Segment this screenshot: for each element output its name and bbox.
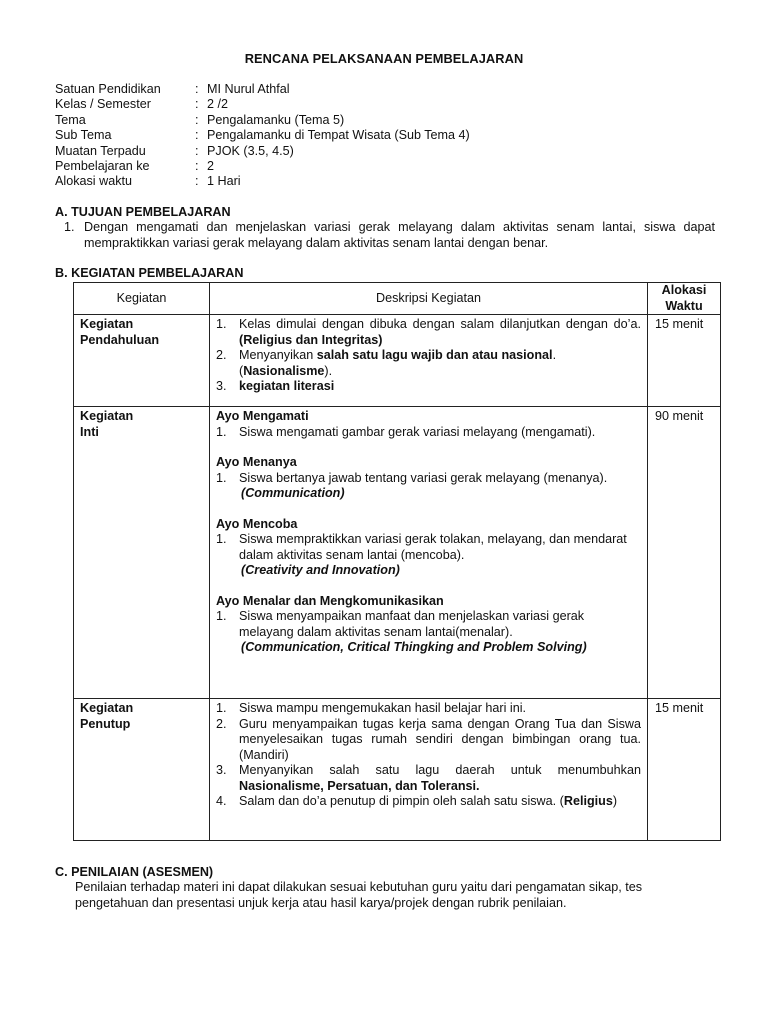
identity-row [55,174,470,189]
table-row [74,699,721,841]
activity-heading: Ayo Menalar dan Mengkomunikasikan [216,593,444,608]
list-number: 2. [216,716,227,731]
list-number: 4. [216,794,227,808]
identity-row [55,144,470,159]
list-text: Siswa menyampaikan manfaat dan menjelaskan variasi gerak melayang dalam aktivitas senam lantai(menalar). (Communication, Critical Thingking and Problem Solving) [239,609,641,656]
table-row [74,315,721,407]
value-tag: (Creativity and Innovation) [241,563,400,577]
value-tag: (Communication) [241,486,345,500]
list-number: 1. [216,701,227,715]
identity-colon: : [195,112,199,127]
identity-label: Kelas / Semester [55,97,151,112]
list-item [216,425,641,441]
list-text: kegiatan literasi [239,379,335,393]
list-number: 1. [64,220,75,234]
list-item [216,701,641,717]
list-item [216,763,641,794]
identity-value: PJOK (3.5, 4.5) [207,143,294,158]
list-text: Siswa mempraktikkan variasi gerak tolakan, melayang, dan mendarat dalam aktivitas senam lantai (mencoba). (Creativity and Innovation) [239,532,641,579]
activity-block [216,517,641,579]
identity-value: 2 [207,158,215,173]
list-item [216,379,641,395]
identity-value: MI Nurul Athfal [207,82,290,96]
list-item [216,794,641,810]
activity-block [216,594,641,656]
list-text: Siswa mengamati gambar gerak variasi melayang (mengamati). [239,424,596,439]
list-text: Kelas dimulai dengan dibuka dengan salam dilanjutkan dengan do’a. (Religius dan Integritas) [239,317,641,347]
identity-label: Sub Tema [55,128,112,143]
list-number: 1. [216,470,227,485]
list-text: Siswa mampu mengemukakan hasil belajar hari ini. [239,701,526,715]
section-c-body: Penilaian terhadap materi ini dapat dilakukan sesuai kebutuhan guru yaitu dari pengamatan sikap, tes pengetahuan dan presentasi unjuk kerja atau hasil karya/projek dengan rubrik penilaian. [75,880,643,910]
list-item [216,471,641,502]
value-tag: (Communication, Critical Thingking and Problem Solving) [241,640,587,654]
header-kegiatan: Kegiatan [74,283,210,315]
identity-colon: : [195,143,199,158]
kegiatan-name-line1: Kegiatan [80,317,134,331]
kegiatan-name-line2: Pendahuluan [80,332,160,347]
identity-row [55,128,470,143]
list-item [216,348,641,379]
list-number: 2. [216,348,227,362]
activity-heading: Ayo Menanya [216,455,297,469]
identity-block [55,82,470,190]
list-item [55,220,715,251]
identity-label: Tema [55,112,86,127]
kegiatan-cell [74,407,210,699]
kegiatan-name-line2: Inti [80,424,99,439]
header-deskripsi: Deskripsi Kegiatan [210,283,648,315]
list-text: Siswa bertanya jawab tentang variasi gerak melayang (menanya). (Communication) [239,471,641,502]
activities-table [73,282,721,841]
section-a-heading: A. TUJUAN PEMBELAJARAN [55,205,231,219]
table-row [74,407,721,699]
list-text: Menyanyikan salah satu lagu wajib dan atau nasional. (Nasionalisme). [239,348,557,378]
header-alokasi [648,283,721,315]
time-cell: 15 menit [648,699,721,841]
list-item [216,317,641,348]
list-number: 3. [216,763,227,777]
kegiatan-name-line1: Kegiatan [80,701,134,715]
list-number: 1. [216,424,227,439]
list-text: Menyanyikan salah satu lagu daerah untuk menumbuhkan Nasionalisme, Persatuan, dan Toleransi. [239,763,641,793]
identity-colon: : [195,97,199,112]
identity-label: Satuan Pendidikan [55,82,161,96]
identity-colon: : [195,82,199,96]
list-text: Salam dan do’a penutup di pimpin oleh salah satu siswa. (Religius) [239,794,618,808]
activity-block [216,455,641,502]
table-header-row [74,283,721,315]
identity-colon: : [195,128,199,143]
identity-row [55,97,470,112]
header-alokasi-line2: Waktu [665,298,703,313]
document-title: RENCANA PELAKSANAAN PEMBELAJARAN [244,51,524,66]
activity-block [216,409,641,440]
list-number: 1. [216,317,227,331]
identity-value: 2 /2 [207,97,229,112]
list-number: 3. [216,379,227,393]
header-alokasi-line1: Alokasi [661,283,707,297]
list-number: 1. [216,532,227,546]
activity-heading: Ayo Mencoba [216,516,298,531]
time-cell: 90 menit [648,407,721,699]
list-text: Guru menyampaikan tugas kerja sama dengan Orang Tua dan Siswa menyelesaikan tugas rumah sendiri dengan bimbingan orang tua. (Mandiri) [239,716,641,762]
identity-label: Pembelajaran ke [55,158,150,173]
identity-value: 1 Hari [207,174,241,189]
list-item [216,717,641,764]
kegiatan-name-line1: Kegiatan [80,409,134,423]
description-cell [210,407,648,699]
list-item [216,609,641,656]
list-item [216,532,641,579]
kegiatan-cell [74,315,210,407]
section-c-heading: C. PENILAIAN (ASESMEN) [55,865,214,879]
identity-row [55,159,470,174]
time-cell: 15 menit [648,315,721,407]
list-text: Dengan mengamati dan menjelaskan variasi gerak melayang dalam aktivitas senam lantai, siswa dapat mempraktikkan variasi gerak melayang dalam aktivitas senam lantai dengan benar. [84,220,715,250]
kegiatan-cell [74,699,210,841]
activity-heading: Ayo Mengamati [216,409,309,423]
identity-label: Alokasi waktu [55,174,132,189]
list-number: 1. [216,609,227,623]
identity-value: Pengalamanku (Tema 5) [207,112,345,127]
identity-row [55,113,470,128]
identity-colon: : [195,158,199,173]
identity-row [55,82,470,97]
identity-label: Muatan Terpadu [55,143,146,158]
description-cell [210,315,648,407]
identity-colon: : [195,174,199,189]
identity-value: Pengalamanku di Tempat Wisata (Sub Tema 4) [207,128,470,143]
description-cell [210,699,648,841]
section-b-heading: B. KEGIATAN PEMBELAJARAN [55,266,244,280]
tujuan-list [55,220,715,251]
kegiatan-name-line2: Penutup [80,716,131,731]
